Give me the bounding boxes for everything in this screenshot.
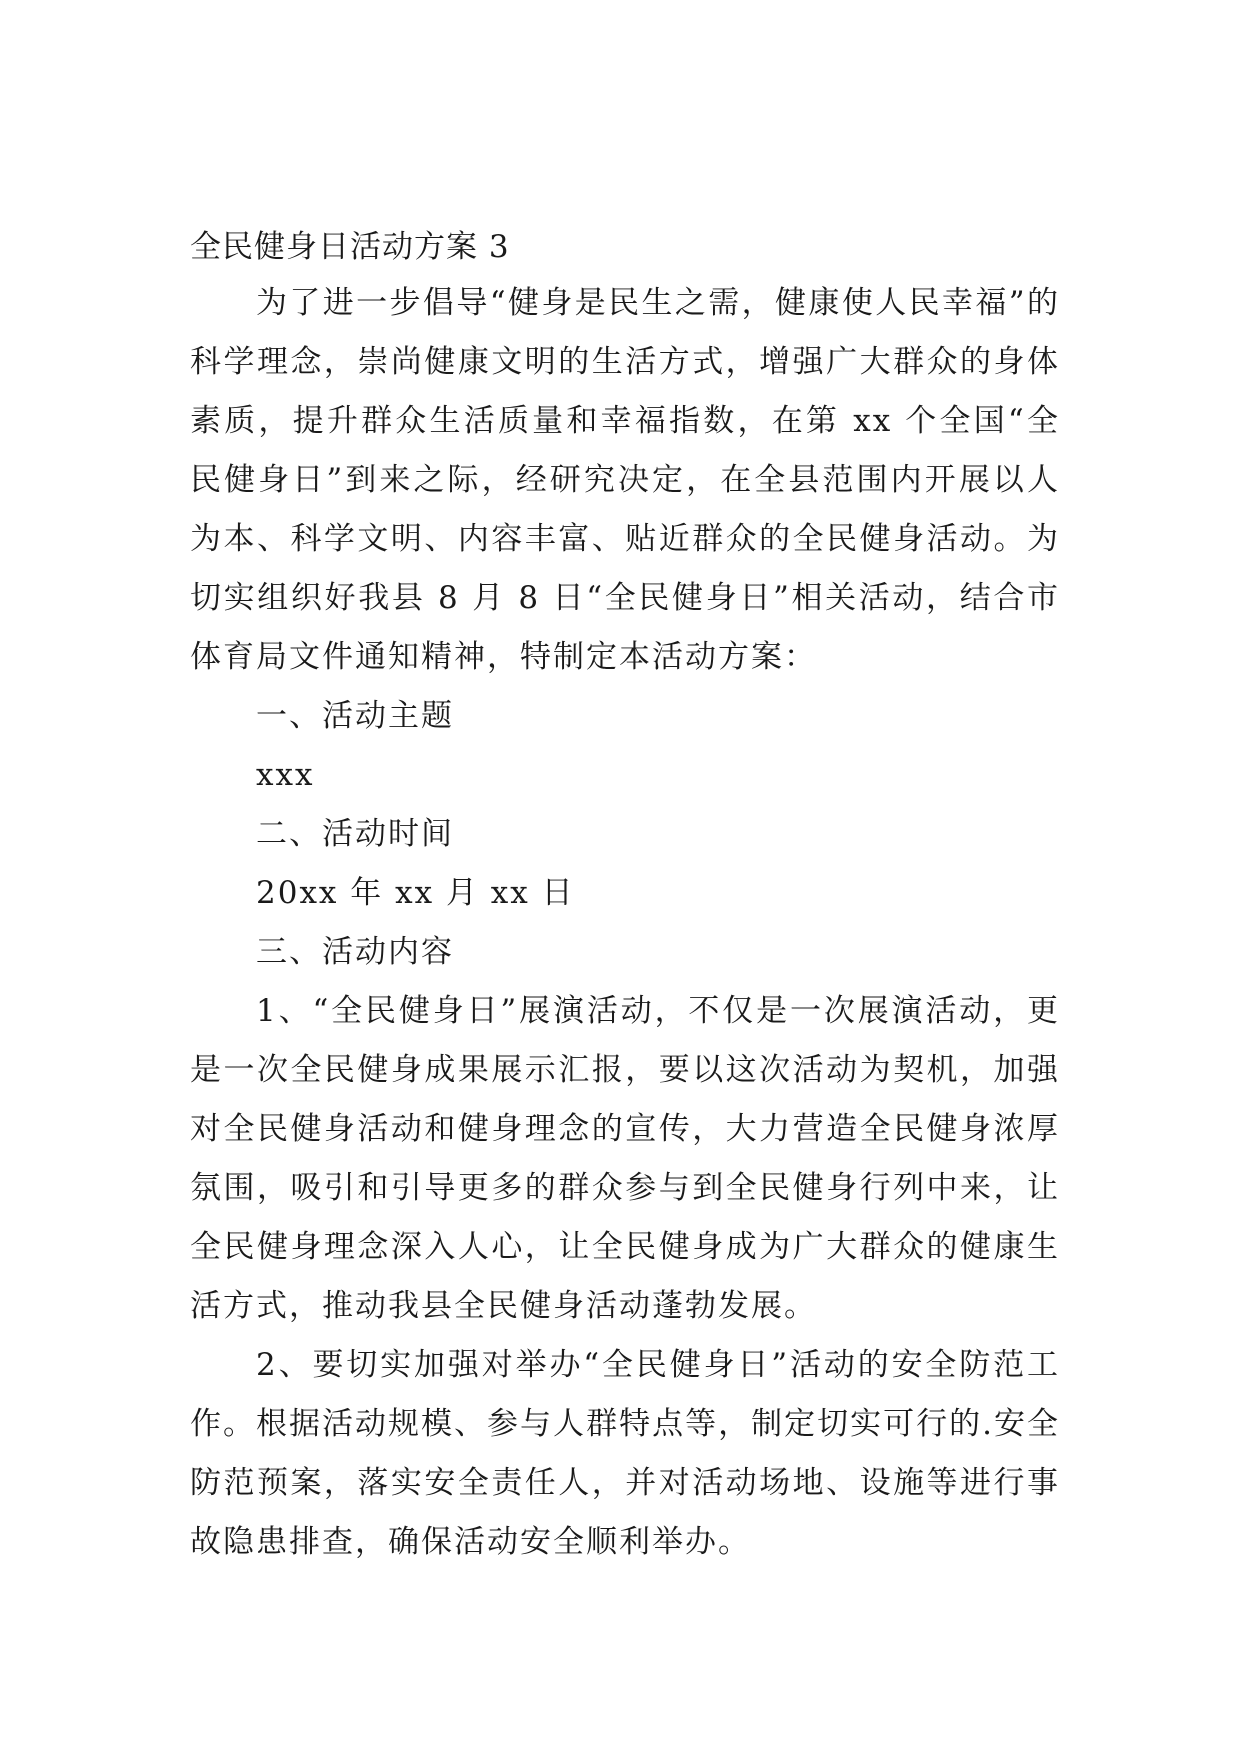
section-heading-content: 三、活动内容 <box>256 934 454 970</box>
section-content-time: 20xx 年 xx 月 xx 日 <box>256 875 575 911</box>
section-heading-theme: 一、活动主题 <box>256 698 454 734</box>
content-item-1: 1、“全民健身日”展演活动，不仅是一次展演活动，更是一次全民健身成果展示汇报，要以这次活动为契机，加强对全民健身活动和健身理念的宣传，大力营造全民健身浓厚氛围，吸引和引导更多的群众参与到全民健身行列中来，让全民健身理念深入人心，让全民健身成为广大群众的健康生活方式，推动我县全民健身活动蓬勃发展。 <box>190 993 1060 1324</box>
document-page <box>190 0 1060 1754</box>
document-title: 全民健身日活动方案 3 <box>190 229 510 265</box>
intro-paragraph: 为了进一步倡导“健身是民生之需，健康使人民幸福”的科学理念，崇尚健康文明的生活方式，增强广大群众的身体素质，提升群众生活质量和幸福指数，在第 xx 个全国“全民健身日”到来之际，经研究决定，在全县范围内开展以人为本、科学文明、内容丰富、贴近群众的全民健身活动。为切实组织好我县 8 月 8 日“全民健身日”相关活动，结合市体育局文件通知精神，特制定本活动方案： <box>190 285 1060 675</box>
content-item-2: 2、要切实加强对举办“全民健身日”活动的安全防范工作。根据活动规模、参与人群特点等，制定切实可行的.安全防范预案，落实安全责任人，并对活动场地、设施等进行事故隐患排查，确保活动安全顺利举办。 <box>190 1347 1060 1560</box>
document-body <box>190 274 1060 1572</box>
section-heading-time: 二、活动时间 <box>256 816 454 852</box>
section-content-theme: xxx <box>256 757 315 793</box>
